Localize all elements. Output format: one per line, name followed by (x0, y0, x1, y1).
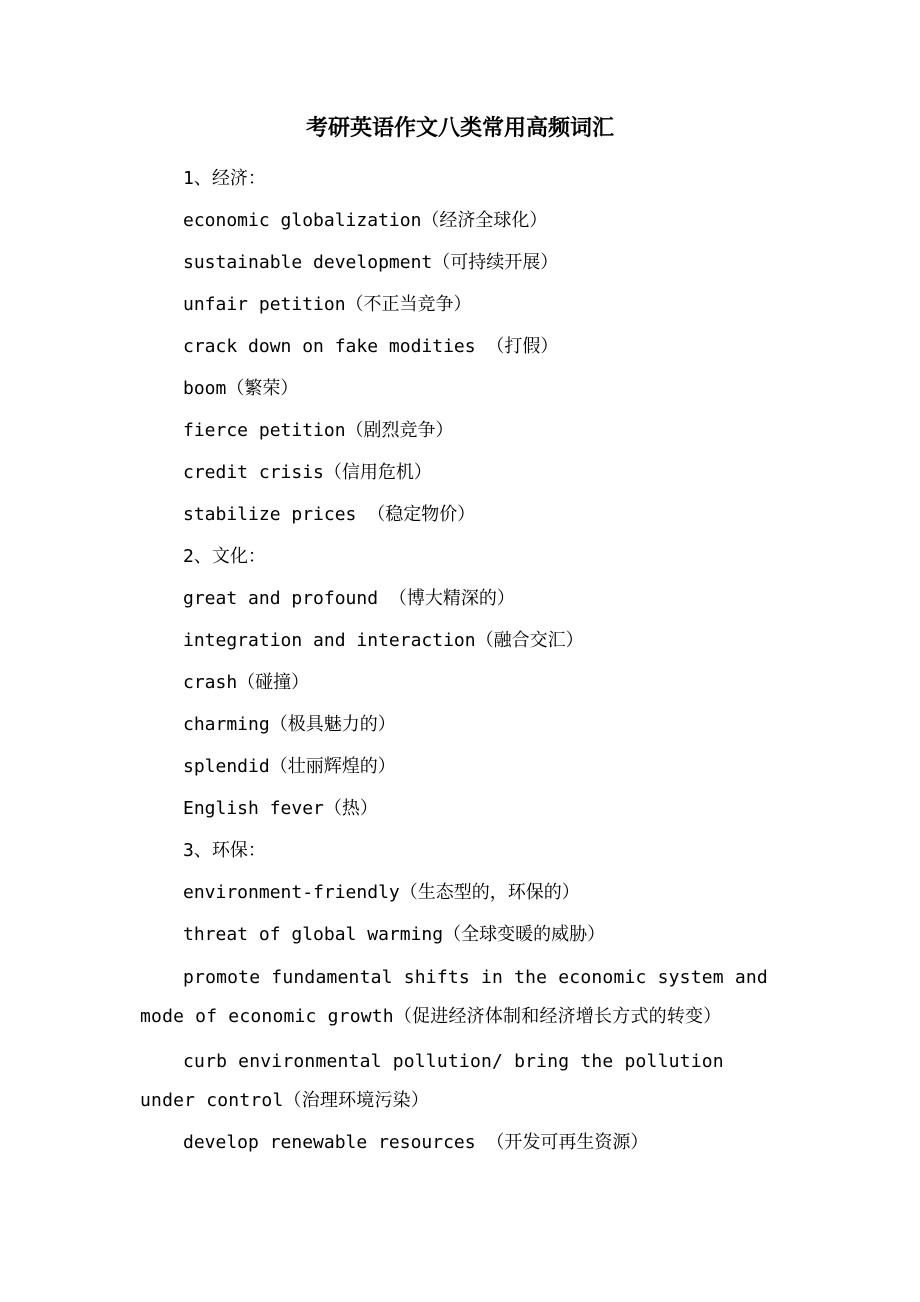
document-title: 考研英语作文八类常用高频词汇 (305, 115, 614, 141)
list-item: integration and interaction（融合交汇） (183, 630, 584, 651)
list-item: economic globalization（经济全球化） (183, 210, 548, 231)
list-item: great and profound （博大精深的） (183, 588, 515, 609)
list-item: 1、经济： (183, 168, 266, 189)
list-item: environment-friendly（生态型的，环保的） (183, 882, 580, 903)
vocabulary-list (140, 158, 790, 956)
list-item: stabilize prices （稳定物价） (183, 504, 476, 525)
list-item: splendid（壮丽辉煌的） (183, 756, 396, 777)
list-item: 3、环保： (183, 840, 266, 861)
list-item: crash（碰撞） (183, 672, 310, 693)
list-item: crack down on fake modities （打假） (183, 336, 559, 357)
list-item: unfair petition（不正当竞争） (183, 294, 472, 315)
list-item: credit crisis（信用危机） (183, 462, 432, 483)
wrapped-paragraph: promote fundamental shifts in the economic system and mode of economic growth（促进经济体制和经济增长方式的转变） (140, 967, 768, 1027)
list-item: develop renewable resources （开发可再生资源） (183, 1132, 649, 1153)
list-item: fierce petition（剧烈竞争） (183, 420, 454, 441)
list-item: boom（繁荣） (183, 378, 299, 399)
list-item: English fever（热） (183, 798, 378, 819)
wrapped-paragraph: curb environmental pollution/ bring the pollution under control（治理环境污染） (140, 1051, 724, 1111)
list-item: threat of global warming（全球变暖的威胁） (183, 924, 606, 945)
list-item: sustainable development（可持续开展） (183, 252, 559, 273)
list-item: 2、文化： (183, 546, 266, 567)
list-item: charming（极具魅力的） (183, 714, 396, 735)
